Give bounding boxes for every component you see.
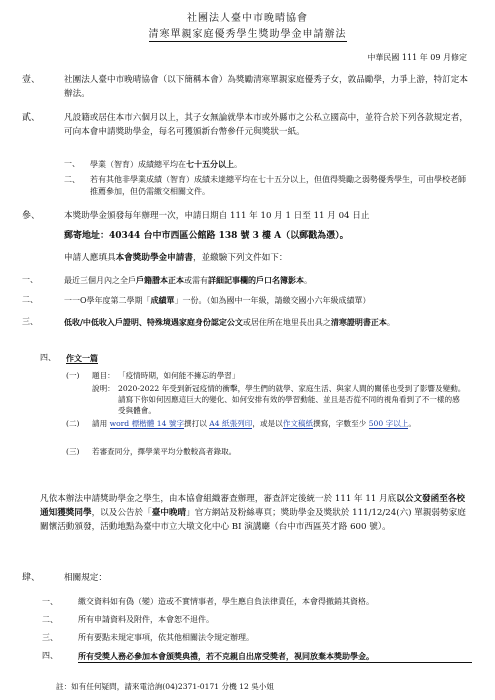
- revision-date: 中華民國 111 年 09 月修定: [367, 53, 467, 62]
- contact-note: 註：如有任何疑問，請來電洽詢(04)2371-0171 分機 12 吳小姐: [56, 682, 274, 691]
- score-requirement: 七十五分以上: [186, 159, 234, 169]
- essay-description: 2020-2022 年受到新冠疫情的衝擊，學生們的就學、家庭生活、與家人間的關係也受到了影響及變動。請寫下你如何因應這巨大的變化、如何安排有效的學習動能、並且是否從不同的視角看到了不一樣的感受與體會。: [118, 384, 466, 415]
- section-4-label: 相關規定：: [64, 573, 107, 583]
- document-page: 社團法人臺中市晚晴協會 清寒單親家庭優秀學生獎助學金申請辦法 中華民國 111 年 09 月修定 壹、 社團法人臺中市晚晴協會（以下簡稱本會）為獎勵清寒單親家庭優秀子女，敦品勵學，力爭上游，特訂定本辦法。 貳、 凡設籍或居住本市六個月以上，其子女無論就學本市或外縣市之公私立國高中，並符合於下列各款規定者，可向本會申請獎助學金，每名可獲頒新台幣參仟元與獎狀一紙。 一、 學業（智育）成績總平均在七十五分以上。 二、 若有其他非學業成績（智育）成績未達總平均在七十五分以上，但值得獎勵之弱勢優秀學生，可由學校老師推薦參加，但仍需繳交相關文件。 參、 本獎助學金頒發每年辦理一次，申請日期自 111 年 10 月 1 日至 11 月 04 日止 郵寄地址：40344 台中市西區公館路 138 號 3 樓 A（以郵戳為憑）。 申請人應填具本會獎助學金申請書，並繳驗下列文件如下： 一、 最近三個月內之全戶戶籍謄本正本或需有詳細記事欄的戶口名簿影本。 二、 一一O學年度第二學期「成績單」一份。（如為國中一年級，請繳交國小六年級成績單） 三、 低收/中低收入戶證明、特殊境遇家庭身份認定公文或居住所在地里長出具之清寒證明書正本。 四、 作文一篇 (一) 題目： 「疫情時期，如何能不擁忘的學習」 說明： 2020-2022 年受到新冠疫情的衝擊，學生們的就學、家庭生活、與家人間的關係也受到了影響及變動。請寫下你如何因應這巨大的變化、如何安排有效的學習動能、並且是否從不同的視角看到了不一樣的感受與體會。 (二) 請用 word 標楷體 14 號字撰打以 A4 紙張列印，或是以作文稿紙撰寫，字數至少 500 字以上。 (三) 若審查同分，擇學業平均分數較高者錄取。 凡依本辦法申請獎助學金之學生，由本協會組織審查辦理，審查評定後統一於 111 年 11 月底以公文發函至各校通知獲獎同學，以及公告於「臺中晚晴」官方網站及粉絲專頁；獎助學金及獎狀於 111/12/24(六) 單親弱勢家庭關懷活動頒發，活動地點為臺中市立大墩文化中心 BI 演講廳（台中市西區英才路 600 號）。 肆、 相關規定： 一、 繳交資料如有偽（變）造或不實情事者，學生應自負法律責任，本會得撤銷其資格。 二、 所有申請資料及附件，本會恕不退件。 三、 所有要點未規定事項，依其他相關法令規定辦理。 四、 所有受獎人務必參加本會頒獎典禮，若不克親自出席受獎者，視同放棄本獎助學金。 註：如有任何疑問，請來電洽詢(04)2371-0171 分機 12 吳小姐: [0, 0, 495, 700]
- item-number: 一、: [64, 159, 80, 168]
- review-paragraph: 凡依本辦法申請獎助學金之學生，由本協會組織審查辦理，審查評定後統一於 111 年 11 月底以公文發函至各校通知獲獎同學，以及公告於「臺中晚晴」官方網站及粉絲專頁；獎助學金及獎狀於 111/12/24(六) 單親弱勢家庭關懷活動頒發，活動地點為臺中市立大墩文化中心 BI 演講廳（台中市西區英才路 600 號）。: [40, 494, 466, 532]
- document-title: [0, 28, 495, 43]
- document-requirement: 申請人應填具本會獎助學金申請書，並繳驗下列文件如下：: [64, 253, 288, 263]
- essay-topic: 「疫情時期，如何能不擁忘的學習」: [118, 371, 240, 380]
- word-count-link: 500 字以上: [368, 419, 409, 428]
- font-requirement-link: word 標楷體 14 號字: [109, 419, 185, 428]
- manuscript-paper-link: 作文稿紙: [282, 419, 314, 428]
- paper-size-link: A4 紙張列印: [209, 419, 253, 428]
- section-3-text: 本獎助學金頒發每年辦理一次，申請日期自 111 年 10 月 1 日至 11 月 04 日止: [64, 211, 370, 221]
- section-2-number: 貳、: [22, 113, 41, 123]
- section-4-number: 肆、: [22, 573, 41, 583]
- mailing-address: 郵寄地址：40344 台中市西區公館路 138 號 3 樓 A（以郵戳為憑）。: [64, 231, 349, 241]
- document-title-text: 清寒單親家庭優秀學生獎助學金申請辦法: [148, 29, 347, 40]
- organization-name: 社團法人臺中市晚晴協會: [187, 13, 308, 24]
- section-1-number: 壹、: [22, 75, 41, 85]
- item-number: 二、: [64, 175, 80, 184]
- section-1-text: 社團法人臺中市晚晴協會（以下簡稱本會）為獎勵清寒單親家庭優秀子女，敦品勵學，力爭上游，特訂定本辦法。: [64, 75, 468, 99]
- section-2-text: 凡設籍或居住本市六個月以上，其子女無論就學本市或外縣市之公私立國高中，並符合於下列各款規定者，可向本會申請獎助學金，每名可獲頒新台幣參仟元與獎狀一紙。: [64, 113, 468, 137]
- section-3-number: 參、: [22, 211, 41, 221]
